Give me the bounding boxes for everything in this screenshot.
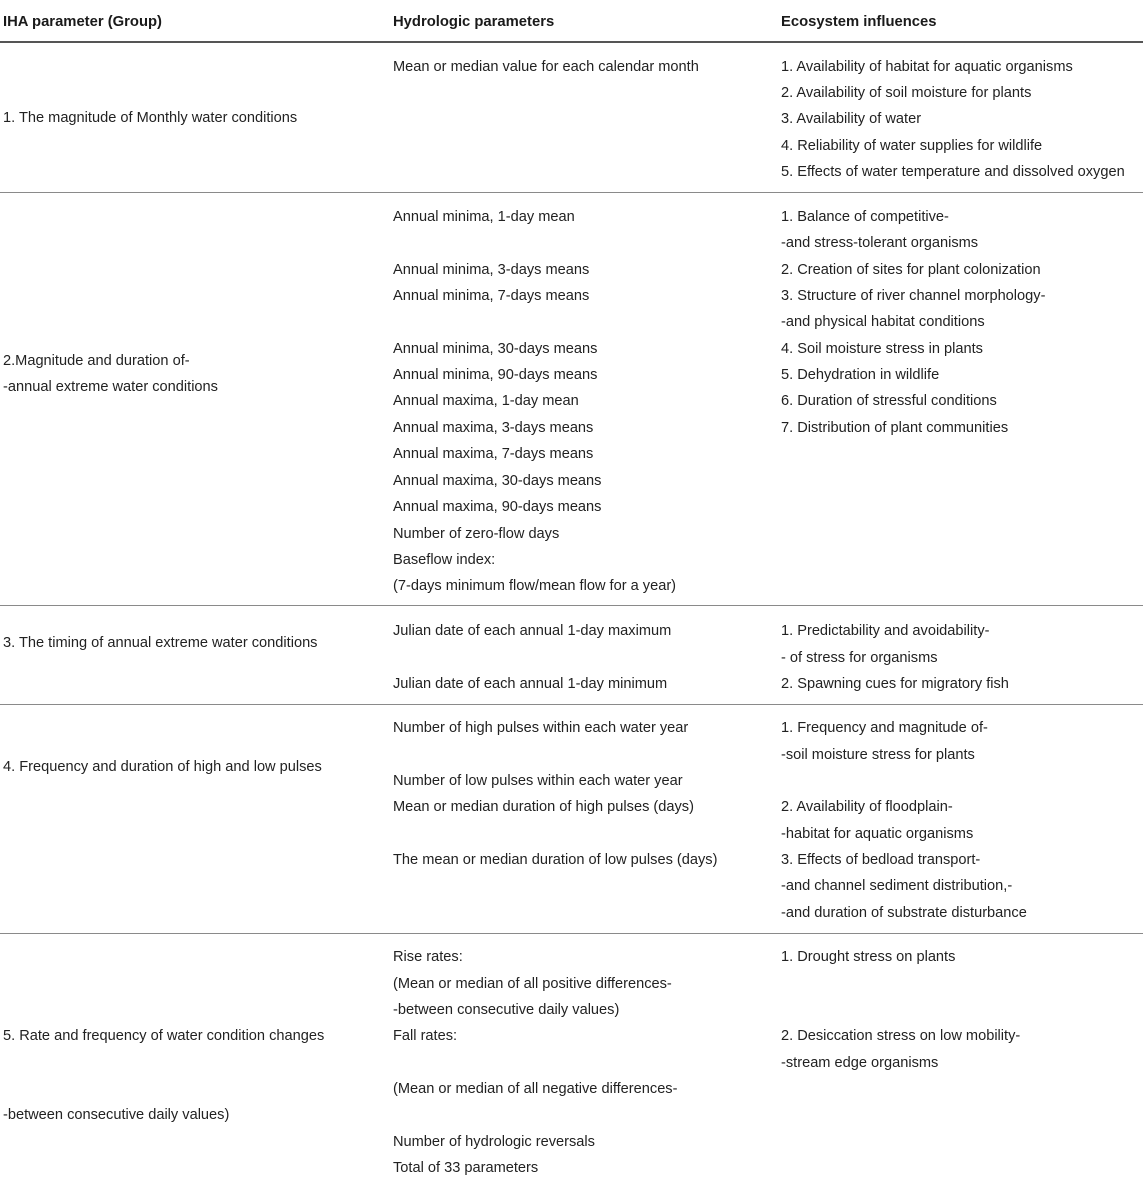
row5-group-line: 5. Rate and frequency of water condition changes bbox=[3, 1028, 325, 1044]
row-divider bbox=[0, 192, 1143, 193]
row2-ecosystem-line: 1. Balance of competitive- bbox=[781, 209, 949, 225]
row2-hydrologic-line: Baseflow index: bbox=[393, 552, 496, 568]
row5-hydrologic-line: Number of hydrologic reversals bbox=[393, 1134, 595, 1150]
row2-hydrologic-line: Number of zero-flow days bbox=[393, 526, 560, 542]
row2-ecosystem-line: 3. Structure of river channel morphology- bbox=[781, 288, 1046, 304]
row4-ecosystem-line: -and duration of substrate disturbance bbox=[781, 905, 1027, 921]
row4-ecosystem-line: -habitat for aquatic organisms bbox=[781, 826, 974, 842]
row-divider bbox=[0, 704, 1143, 705]
row4-hydrologic-line: Number of low pulses within each water year bbox=[393, 773, 683, 789]
row4-ecosystem-line: -and channel sediment distribution,- bbox=[781, 878, 1013, 894]
row2-hydrologic-line: Annual minima, 3-days means bbox=[393, 262, 590, 278]
row5-hydrologic-line: Fall rates: bbox=[393, 1028, 458, 1044]
row4-ecosystem-line: 3. Effects of bedload transport- bbox=[781, 852, 981, 868]
row1-ecosystem-line: 5. Effects of water temperature and dissolved oxygen bbox=[781, 164, 1125, 180]
row5-hydrologic-line: -between consecutive daily values) bbox=[393, 1002, 620, 1018]
row4-ecosystem-line: -soil moisture stress for plants bbox=[781, 747, 975, 763]
row2-group-line: -annual extreme water conditions bbox=[3, 379, 218, 395]
header-iha-parameter-group: IHA parameter (Group) bbox=[3, 14, 162, 30]
header-ecosystem-influences: Ecosystem influences bbox=[781, 14, 937, 30]
row2-ecosystem-line: 4. Soil moisture stress in plants bbox=[781, 341, 983, 357]
row2-ecosystem-line: 2. Creation of sites for plant colonization bbox=[781, 262, 1041, 278]
row2-hydrologic-line: Annual maxima, 90-days means bbox=[393, 499, 602, 515]
row2-hydrologic-line: Annual minima, 7-days means bbox=[393, 288, 590, 304]
row1-group-line: 1. The magnitude of Monthly water conditions bbox=[3, 110, 298, 126]
row1-hydrologic-line: Mean or median value for each calendar month bbox=[393, 59, 699, 75]
row2-ecosystem-line: 7. Distribution of plant communities bbox=[781, 420, 1009, 436]
row3-group-line: 3. The timing of annual extreme water conditions bbox=[3, 635, 318, 651]
row3-hydrologic-line: Julian date of each annual 1-day maximum bbox=[393, 623, 672, 639]
row5-hydrologic-line: Rise rates: bbox=[393, 949, 463, 965]
row1-ecosystem-line: 4. Reliability of water supplies for wildlife bbox=[781, 138, 1043, 154]
row2-hydrologic-line: Annual maxima, 1-day mean bbox=[393, 393, 579, 409]
row1-ecosystem-line: 1. Availability of habitat for aquatic organisms bbox=[781, 59, 1073, 75]
row2-hydrologic-line: Annual minima, 90-days means bbox=[393, 367, 598, 383]
row2-hydrologic-line: Annual maxima, 30-days means bbox=[393, 473, 602, 489]
row2-hydrologic-line: Annual maxima, 7-days means bbox=[393, 446, 594, 462]
row4-hydrologic-line: Mean or median duration of high pulses (days) bbox=[393, 799, 694, 815]
row3-ecosystem-line: - of stress for organisms bbox=[781, 650, 938, 666]
row5-hydrologic-line: (Mean or median of all negative differences- bbox=[393, 1081, 678, 1097]
row-divider bbox=[0, 933, 1143, 934]
header-divider bbox=[0, 41, 1143, 43]
row2-hydrologic-line: (7-days minimum flow/mean flow for a year) bbox=[393, 578, 677, 594]
row5-hydrologic-line: (Mean or median of all positive differences- bbox=[393, 976, 672, 992]
row2-ecosystem-line: 6. Duration of stressful conditions bbox=[781, 393, 997, 409]
row3-ecosystem-line: 1. Predictability and avoidability- bbox=[781, 623, 990, 639]
row5-group-line: -between consecutive daily values) bbox=[3, 1107, 230, 1123]
row5-hydrologic-line: Total of 33 parameters bbox=[393, 1160, 539, 1176]
row4-group-line: 4. Frequency and duration of high and low pulses bbox=[3, 759, 322, 775]
row-divider bbox=[0, 605, 1143, 606]
row5-ecosystem-line: 2. Desiccation stress on low mobility- bbox=[781, 1028, 1021, 1044]
row1-ecosystem-line: 2. Availability of soil moisture for plants bbox=[781, 85, 1032, 101]
row2-ecosystem-line: -and stress-tolerant organisms bbox=[781, 235, 979, 251]
row2-hydrologic-line: Annual minima, 30-days means bbox=[393, 341, 598, 357]
row3-hydrologic-line: Julian date of each annual 1-day minimum bbox=[393, 676, 668, 692]
row4-ecosystem-line: 2. Availability of floodplain- bbox=[781, 799, 953, 815]
row4-ecosystem-line: 1. Frequency and magnitude of- bbox=[781, 720, 988, 736]
row4-hydrologic-line: Number of high pulses within each water year bbox=[393, 720, 689, 736]
row2-hydrologic-line: Annual maxima, 3-days means bbox=[393, 420, 594, 436]
row2-ecosystem-line: 5. Dehydration in wildlife bbox=[781, 367, 940, 383]
row2-group-line: 2.Magnitude and duration of- bbox=[3, 353, 190, 369]
header-hydrologic-parameters: Hydrologic parameters bbox=[393, 14, 555, 30]
row5-ecosystem-line: 1. Drought stress on plants bbox=[781, 949, 956, 965]
row2-ecosystem-line: -and physical habitat conditions bbox=[781, 314, 985, 330]
row4-hydrologic-line: The mean or median duration of low pulses (days) bbox=[393, 852, 718, 868]
row5-ecosystem-line: -stream edge organisms bbox=[781, 1055, 939, 1071]
row2-hydrologic-line: Annual minima, 1-day mean bbox=[393, 209, 575, 225]
row1-ecosystem-line: 3. Availability of water bbox=[781, 111, 922, 127]
row3-ecosystem-line: 2. Spawning cues for migratory fish bbox=[781, 676, 1009, 692]
